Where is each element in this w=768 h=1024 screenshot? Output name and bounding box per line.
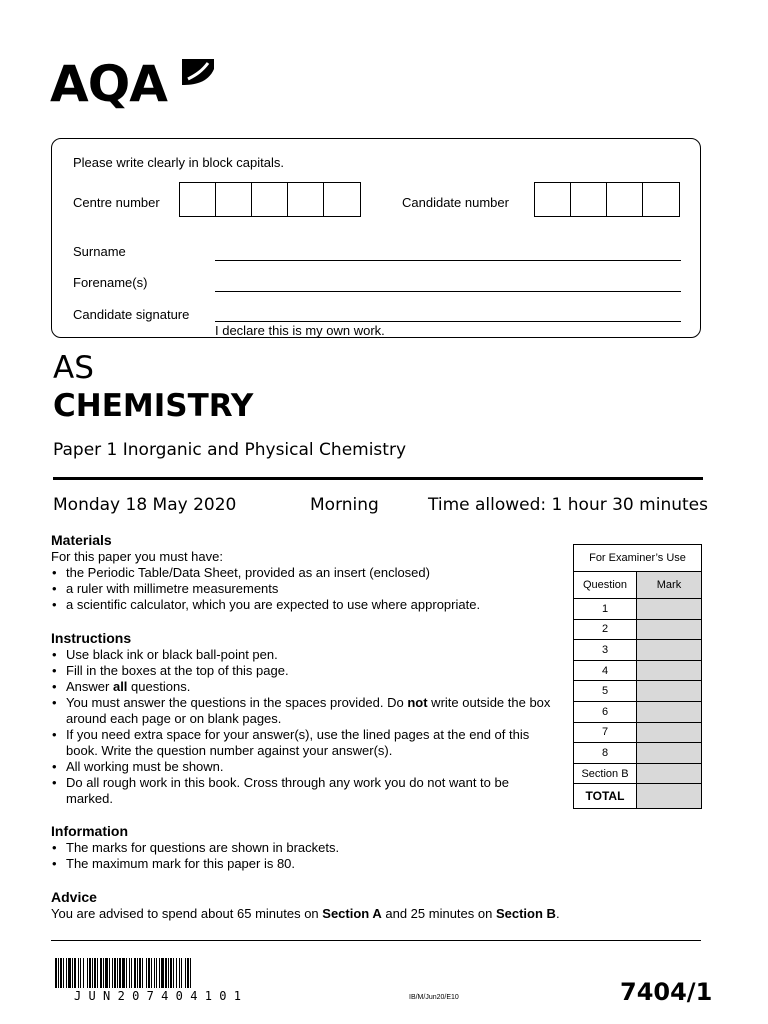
materials-item: • a scientific calculator, which you are expected to use where appropriate.: [51, 597, 551, 613]
barcode: [55, 958, 300, 988]
total-mark-cell: [637, 784, 702, 809]
centre-digit-box[interactable]: [216, 183, 252, 216]
mark-cell: [637, 701, 702, 722]
candidate-digit-box[interactable]: [643, 183, 679, 216]
centre-digit-box[interactable]: [180, 183, 216, 216]
subject-title: CHEMISTRY: [53, 388, 254, 424]
instruction-item: • Use black ink or black ball-point pen.: [51, 647, 551, 663]
candidate-digit-box[interactable]: [607, 183, 643, 216]
centre-digit-box[interactable]: [324, 183, 360, 216]
instructions-heading: Instructions: [51, 630, 132, 646]
question-number: 6: [574, 701, 637, 722]
mark-cell: [637, 599, 702, 620]
paper-title: Paper 1 Inorganic and Physical Chemistry: [53, 440, 407, 460]
aqa-logo: [50, 55, 220, 115]
question-number: Section B: [574, 763, 637, 784]
signature-label: Candidate signature: [73, 307, 190, 322]
mark-cell: [637, 722, 702, 743]
advice-text: You are advised to spend about 65 minutes on Section A and 25 minutes on Section B.: [51, 906, 560, 921]
document-code: IB/M/Jun20/E10: [409, 994, 459, 1001]
centre-number-field[interactable]: [179, 182, 361, 217]
barcode-text: JUN207404101: [74, 989, 249, 1003]
centre-digit-box[interactable]: [288, 183, 324, 216]
information-heading: Information: [51, 823, 128, 839]
materials-heading: Materials: [51, 532, 112, 548]
candidate-digit-box[interactable]: [535, 183, 571, 216]
question-number: 4: [574, 660, 637, 681]
instruction-item: • If you need extra space for your answer(s), use the lined pages at the end of this book. Write the question number against your answer(s).: [51, 727, 551, 759]
instruction-item: • All working must be shown.: [51, 759, 551, 775]
examiner-use-table: [573, 544, 702, 809]
question-number: 2: [574, 619, 637, 640]
instruction-item: • Fill in the boxes at the top of this page.: [51, 663, 551, 679]
centre-number-label: Centre number: [73, 195, 160, 210]
declaration-text: I declare this is my own work.: [215, 323, 385, 338]
information-section: [51, 823, 551, 872]
exam-session: Morning: [310, 495, 379, 515]
instructions-section: [51, 630, 551, 807]
mark-cell: [637, 763, 702, 784]
candidate-number-field[interactable]: [534, 182, 680, 217]
advice-section: [51, 889, 671, 922]
forename-label: Forename(s): [73, 275, 148, 290]
instruction-item: • You must answer the questions in the spaces provided. Do not write outside the box around each page or on blank pages.: [51, 695, 551, 727]
level-title: AS: [53, 350, 94, 386]
surname-label: Surname: [73, 244, 126, 259]
information-item: • The maximum mark for this paper is 80.: [51, 856, 551, 872]
forename-line[interactable]: [215, 291, 681, 292]
aqa-leaf-mark-icon: [178, 55, 218, 89]
candidate-digit-box[interactable]: [571, 183, 607, 216]
materials-item: • the Periodic Table/Data Sheet, provided as an insert (enclosed): [51, 565, 551, 581]
time-allowed: Time allowed: 1 hour 30 minutes: [428, 495, 708, 515]
mark-cell: [637, 619, 702, 640]
candidate-details-box: [51, 138, 701, 338]
candidate-number-label: Candidate number: [402, 195, 509, 210]
mark-cell: [637, 660, 702, 681]
question-number: 8: [574, 743, 637, 764]
materials-intro: For this paper you must have:: [51, 549, 223, 564]
instruction-item: • Do all rough work in this book. Cross through any work you do not want to be marked.: [51, 775, 551, 807]
title-divider: [53, 477, 703, 480]
examiner-table-title: For Examiner’s Use: [574, 545, 702, 572]
exam-date: Monday 18 May 2020: [53, 495, 237, 515]
information-item: • The marks for questions are shown in brackets.: [51, 840, 551, 856]
surname-line[interactable]: [215, 260, 681, 261]
mark-cell: [637, 640, 702, 661]
mark-cell: [637, 743, 702, 764]
mark-cell: [637, 681, 702, 702]
block-capitals-instruction: Please write clearly in block capitals.: [73, 155, 284, 170]
question-column-header: Question: [574, 572, 637, 599]
mark-column-header: Mark: [637, 572, 702, 599]
total-label: TOTAL: [574, 784, 637, 809]
materials-section: [51, 532, 551, 613]
question-number: 5: [574, 681, 637, 702]
centre-digit-box[interactable]: [252, 183, 288, 216]
footer-divider: [51, 940, 701, 941]
logo-text: AQA: [50, 55, 167, 113]
instruction-item: • Answer all questions.: [51, 679, 551, 695]
paper-code: 7404/1: [620, 978, 713, 1006]
question-number: 7: [574, 722, 637, 743]
question-number: 1: [574, 599, 637, 620]
advice-heading: Advice: [51, 889, 97, 905]
signature-line[interactable]: [215, 321, 681, 322]
materials-item: • a ruler with millimetre measurements: [51, 581, 551, 597]
question-number: 3: [574, 640, 637, 661]
